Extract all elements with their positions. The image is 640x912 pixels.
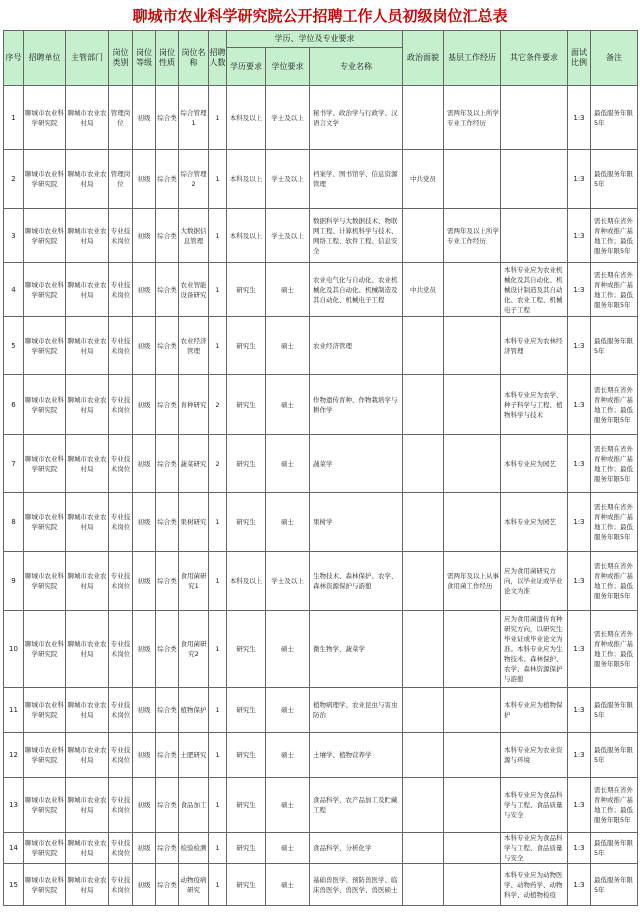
cell-remarks: 需长期在省外育种或推广基地工作；最低服务年限5年 [591, 375, 638, 435]
cell-count: 1 [209, 778, 227, 833]
cell-politics [403, 778, 444, 833]
cell-politics [403, 209, 444, 263]
cell-dept: 聊城市农业农村局 [66, 86, 109, 150]
cell-unit: 聊城市农业科学研究院 [24, 864, 66, 906]
cell-remarks: 需长期在省外育种或推广基地工作；最低服务年限5年 [591, 209, 638, 263]
cell-unit: 聊城市农业科学研究院 [24, 209, 66, 263]
cell-unit: 聊城市农业科学研究院 [24, 317, 66, 375]
cell-nature: 综合类 [156, 86, 179, 150]
cell-degree: 学士及以上 [266, 86, 310, 150]
cell-politics [403, 833, 444, 864]
cell-other: 本科专业应为食品科学与工程、食品质量与安全 [501, 778, 568, 833]
cell-politics [403, 375, 444, 435]
cell-ratio: 1:3 [568, 833, 591, 864]
cell-politics [403, 317, 444, 375]
cell-grassroots: 需两年及以上所学专业工作经历 [444, 86, 501, 150]
cell-nature: 综合类 [156, 209, 179, 263]
cell-dept: 聊城市农业农村局 [66, 150, 109, 209]
page-title: 聊城市农业科学研究院公开招聘工作人员初级岗位汇总表 [132, 8, 508, 25]
cell-other: 本科专业应为园艺 [501, 493, 568, 552]
cell-unit: 聊城市农业科学研究院 [24, 733, 66, 778]
cell-level: 初级 [133, 778, 156, 833]
table-row [4, 833, 638, 864]
header-politics: 政治面貌 [403, 31, 444, 86]
cell-dept: 聊城市农业农村局 [66, 317, 109, 375]
cell-category: 专业技术岗位 [109, 688, 133, 733]
cell-other: 本科专业应为园艺 [501, 435, 568, 493]
cell-seq: 1 [4, 86, 24, 150]
cell-unit: 聊城市农业科学研究院 [24, 263, 66, 317]
table-row [4, 778, 638, 833]
cell-count: 2 [209, 435, 227, 493]
cell-nature: 综合类 [156, 552, 179, 611]
cell-category: 专业技术岗位 [109, 435, 133, 493]
cell-other [501, 150, 568, 209]
cell-major: 食品科学、分析化学 [310, 833, 403, 864]
cell-post-name: 蔬菜研究 [179, 435, 209, 493]
table-row [4, 688, 638, 733]
cell-grassroots [444, 317, 501, 375]
cell-category: 专业技术岗位 [109, 493, 133, 552]
cell-politics [403, 86, 444, 150]
cell-other [501, 86, 568, 150]
cell-nature: 综合类 [156, 435, 179, 493]
cell-remarks: 最低服务年限5年 [591, 688, 638, 733]
cell-dept: 聊城市农业农村局 [66, 833, 109, 864]
cell-dept: 聊城市农业农村局 [66, 688, 109, 733]
cell-category: 专业技术岗位 [109, 317, 133, 375]
cell-category: 管理岗位 [109, 150, 133, 209]
cell-unit: 聊城市农业科学研究院 [24, 150, 66, 209]
cell-seq: 9 [4, 552, 24, 611]
cell-post-name: 食用菌研究2 [179, 611, 209, 688]
cell-unit: 聊城市农业科学研究院 [24, 688, 66, 733]
cell-dept: 聊城市农业农村局 [66, 493, 109, 552]
header-grassroots: 基层工作经历 [444, 31, 501, 86]
cell-unit: 聊城市农业科学研究院 [24, 435, 66, 493]
cell-other: 本科专业应为农林经济管理 [501, 317, 568, 375]
table-row [4, 733, 638, 778]
cell-level: 初级 [133, 263, 156, 317]
cell-category: 管理岗位 [109, 86, 133, 150]
cell-level: 初级 [133, 150, 156, 209]
cell-grassroots [444, 435, 501, 493]
cell-major: 果树学 [310, 493, 403, 552]
cell-level: 初级 [133, 833, 156, 864]
cell-nature: 综合类 [156, 317, 179, 375]
cell-remarks: 最低服务年限5年 [591, 864, 638, 906]
cell-remarks: 最低服务年限5年 [591, 833, 638, 864]
cell-post-name: 食用菌研究1 [179, 552, 209, 611]
cell-category: 专业技术岗位 [109, 864, 133, 906]
cell-education: 研究生 [227, 375, 266, 435]
cell-count: 1 [209, 611, 227, 688]
cell-other: 本科专业应为食品科学与工程、食品质量与安全 [501, 833, 568, 864]
cell-other: 本科专业应为农业资源与环境 [501, 733, 568, 778]
cell-grassroots [444, 611, 501, 688]
cell-count: 1 [209, 833, 227, 864]
cell-major: 生物技术、森林保护、农学、森林资源保护与游憩 [310, 552, 403, 611]
cell-other: 本科专业应为植物保护 [501, 688, 568, 733]
cell-education: 研究生 [227, 263, 266, 317]
cell-education: 研究生 [227, 688, 266, 733]
cell-degree: 硕士 [266, 778, 310, 833]
cell-seq: 7 [4, 435, 24, 493]
cell-ratio: 1:3 [568, 778, 591, 833]
cell-education: 本科及以上 [227, 552, 266, 611]
header-category: 岗位类别 [109, 31, 133, 86]
table-row [4, 493, 638, 552]
cell-level: 初级 [133, 864, 156, 906]
cell-unit: 聊城市农业科学研究院 [24, 552, 66, 611]
cell-nature: 综合类 [156, 493, 179, 552]
cell-count: 1 [209, 150, 227, 209]
cell-unit: 聊城市农业科学研究院 [24, 375, 66, 435]
cell-dept: 聊城市农业农村局 [66, 435, 109, 493]
header-education: 学历要求 [227, 48, 266, 86]
cell-post-name: 植物保护 [179, 688, 209, 733]
cell-ratio: 1:3 [568, 611, 591, 688]
table-row [4, 263, 638, 317]
cell-grassroots [444, 864, 501, 906]
cell-category: 专业技术岗位 [109, 778, 133, 833]
cell-count: 1 [209, 263, 227, 317]
table-row [4, 435, 638, 493]
cell-level: 初级 [133, 375, 156, 435]
cell-education: 本科及以上 [227, 150, 266, 209]
cell-major: 基础兽医学、预防兽医学、临床兽医学、兽医学、兽医硕士 [310, 864, 403, 906]
cell-seq: 15 [4, 864, 24, 906]
cell-degree: 硕士 [266, 317, 310, 375]
cell-count: 1 [209, 864, 227, 906]
cell-remarks: 最低服务年限5年 [591, 86, 638, 150]
cell-nature: 综合类 [156, 375, 179, 435]
cell-seq: 4 [4, 263, 24, 317]
cell-seq: 8 [4, 493, 24, 552]
cell-remarks: 需长期在省外育种或推广基地工作；最低服务年限5年 [591, 493, 638, 552]
cell-major: 微生物学、蔬菜学 [310, 611, 403, 688]
table-row [4, 86, 638, 150]
table-row [4, 150, 638, 209]
cell-politics: 中共党员 [403, 150, 444, 209]
cell-major: 档案学、图书馆学、信息资源管理 [310, 150, 403, 209]
cell-education: 本科及以上 [227, 86, 266, 150]
cell-remarks: 需长期在省外育种或推广基地工作；最低服务年限5年 [591, 435, 638, 493]
cell-grassroots [444, 688, 501, 733]
table-row [4, 209, 638, 263]
cell-level: 初级 [133, 493, 156, 552]
header-nature: 岗位性质 [156, 31, 179, 86]
cell-count: 2 [209, 375, 227, 435]
positions-table [3, 30, 638, 906]
cell-category: 专业技术岗位 [109, 611, 133, 688]
header-remarks: 备注 [591, 31, 638, 86]
header-post-name: 岗位名称 [179, 31, 209, 86]
cell-ratio: 1:3 [568, 733, 591, 778]
cell-education: 研究生 [227, 833, 266, 864]
cell-category: 专业技术岗位 [109, 552, 133, 611]
cell-category: 专业技术岗位 [109, 263, 133, 317]
cell-count: 1 [209, 688, 227, 733]
table-row [4, 375, 638, 435]
cell-other: 应为食用菌研究方向，以毕业证或毕业论文为准 [501, 552, 568, 611]
cell-level: 初级 [133, 317, 156, 375]
cell-education: 研究生 [227, 778, 266, 833]
cell-level: 初级 [133, 688, 156, 733]
cell-other: 本科专业应为农业机械化及其自动化、机械设计制造及其自动化、农业工程、机械电子工程 [501, 263, 568, 317]
cell-major: 蔬菜学 [310, 435, 403, 493]
cell-grassroots [444, 778, 501, 833]
cell-count: 1 [209, 733, 227, 778]
cell-degree: 学士及以上 [266, 150, 310, 209]
cell-degree: 硕士 [266, 733, 310, 778]
cell-dept: 聊城市农业农村局 [66, 733, 109, 778]
cell-seq: 12 [4, 733, 24, 778]
cell-grassroots [444, 833, 501, 864]
cell-ratio: 1:3 [568, 688, 591, 733]
cell-degree: 硕士 [266, 611, 310, 688]
cell-education: 研究生 [227, 493, 266, 552]
cell-post-name: 食品加工 [179, 778, 209, 833]
cell-degree: 学士及以上 [266, 209, 310, 263]
header-unit: 招聘单位 [24, 31, 66, 86]
cell-unit: 聊城市农业科学研究院 [24, 86, 66, 150]
cell-seq: 6 [4, 375, 24, 435]
cell-education: 研究生 [227, 435, 266, 493]
cell-post-name: 农业智能设备研究 [179, 263, 209, 317]
cell-politics: 中共党员 [403, 263, 444, 317]
cell-ratio: 1:3 [568, 493, 591, 552]
cell-grassroots: 需两年及以上所学专业工作经历 [444, 209, 501, 263]
cell-ratio: 1:3 [568, 86, 591, 150]
cell-degree: 硕士 [266, 375, 310, 435]
cell-grassroots [444, 733, 501, 778]
cell-degree: 硕士 [266, 263, 310, 317]
cell-politics [403, 493, 444, 552]
cell-seq: 2 [4, 150, 24, 209]
cell-politics [403, 552, 444, 611]
cell-post-name: 检验检测 [179, 833, 209, 864]
cell-category: 专业技术岗位 [109, 209, 133, 263]
cell-seq: 10 [4, 611, 24, 688]
cell-ratio: 1:3 [568, 317, 591, 375]
header-seq: 序号 [4, 31, 24, 86]
cell-ratio: 1:3 [568, 864, 591, 906]
cell-level: 初级 [133, 611, 156, 688]
cell-seq: 5 [4, 317, 24, 375]
cell-other: 本科专业应为动物医学、动物药学、动物科学、动植物检疫 [501, 864, 568, 906]
cell-politics [403, 733, 444, 778]
cell-dept: 聊城市农业农村局 [66, 263, 109, 317]
cell-dept: 聊城市农业农村局 [66, 611, 109, 688]
cell-nature: 综合类 [156, 864, 179, 906]
cell-ratio: 1:3 [568, 435, 591, 493]
header-ratio: 面试比例 [568, 31, 591, 86]
cell-grassroots [444, 375, 501, 435]
cell-count: 1 [209, 209, 227, 263]
cell-education: 研究生 [227, 864, 266, 906]
table-row [4, 864, 638, 906]
cell-major: 食品科学、农产品加工及贮藏工程 [310, 778, 403, 833]
cell-count: 1 [209, 493, 227, 552]
header-level: 岗位等级 [133, 31, 156, 86]
cell-education: 研究生 [227, 611, 266, 688]
cell-dept: 聊城市农业农村局 [66, 864, 109, 906]
cell-post-name: 土肥研究 [179, 733, 209, 778]
cell-remarks: 最低服务年限5年 [591, 317, 638, 375]
header-dept: 主管部门 [66, 31, 109, 86]
cell-major: 作物遗传育种、作物栽培学与耕作学 [310, 375, 403, 435]
header-degree: 学位要求 [266, 48, 310, 86]
cell-post-name: 育种研究 [179, 375, 209, 435]
cell-count: 1 [209, 317, 227, 375]
cell-seq: 3 [4, 209, 24, 263]
cell-count: 1 [209, 552, 227, 611]
cell-ratio: 1:3 [568, 263, 591, 317]
cell-degree: 学士及以上 [266, 552, 310, 611]
cell-degree: 硕士 [266, 864, 310, 906]
table-row [4, 317, 638, 375]
cell-nature: 综合类 [156, 263, 179, 317]
cell-dept: 聊城市农业农村局 [66, 552, 109, 611]
cell-dept: 聊城市农业农村局 [66, 778, 109, 833]
cell-major: 农业经济管理 [310, 317, 403, 375]
cell-grassroots [444, 263, 501, 317]
cell-degree: 硕士 [266, 435, 310, 493]
cell-major: 植物病理学、农业昆虫与害虫防治 [310, 688, 403, 733]
cell-nature: 综合类 [156, 833, 179, 864]
cell-unit: 聊城市农业科学研究院 [24, 493, 66, 552]
cell-level: 初级 [133, 435, 156, 493]
cell-ratio: 1:3 [568, 375, 591, 435]
header-count: 招聘人数 [209, 31, 227, 86]
cell-politics [403, 864, 444, 906]
cell-category: 专业技术岗位 [109, 375, 133, 435]
cell-nature: 综合类 [156, 611, 179, 688]
cell-education: 研究生 [227, 317, 266, 375]
table-row [4, 611, 638, 688]
header-major: 专业名称 [310, 48, 403, 86]
cell-major: 数据科学与大数据技术、物联网工程、计算机科学与技术、网络工程、软件工程、信息安全 [310, 209, 403, 263]
cell-unit: 聊城市农业科学研究院 [24, 778, 66, 833]
cell-major: 秘书学、政治学与行政学、汉语言文学 [310, 86, 403, 150]
cell-remarks: 需长期在省外育种或推广基地工作；最低服务年限5年 [591, 778, 638, 833]
header-edu-group: 学历、学位及专业要求 [227, 31, 403, 48]
cell-category: 专业技术岗位 [109, 733, 133, 778]
cell-grassroots [444, 150, 501, 209]
cell-nature: 综合类 [156, 150, 179, 209]
cell-politics [403, 688, 444, 733]
cell-remarks: 需长期在省外育种或推广基地工作；最低服务年限5年 [591, 263, 638, 317]
cell-unit: 聊城市农业科学研究院 [24, 833, 66, 864]
cell-education: 本科及以上 [227, 209, 266, 263]
cell-major: 土壤学、植物营养学 [310, 733, 403, 778]
cell-dept: 聊城市农业农村局 [66, 209, 109, 263]
cell-nature: 综合类 [156, 733, 179, 778]
cell-dept: 聊城市农业农村局 [66, 375, 109, 435]
cell-seq: 13 [4, 778, 24, 833]
cell-education: 研究生 [227, 733, 266, 778]
cell-other: 应为食用菌遗传育种研究方向，以研究生毕业证或毕业论文为准。本科专业应为生物技术、森林保护、农学、森林资源保护与游憩 [501, 611, 568, 688]
cell-remarks: 需长期在省外育种或推广基地工作；最低服务年限5年 [591, 552, 638, 611]
cell-unit: 聊城市农业科学研究院 [24, 611, 66, 688]
cell-category: 专业技术岗位 [109, 833, 133, 864]
cell-post-name: 动物疫病研究 [179, 864, 209, 906]
cell-degree: 硕士 [266, 493, 310, 552]
cell-remarks: 最低服务年限5年 [591, 733, 638, 778]
cell-degree: 硕士 [266, 688, 310, 733]
cell-nature: 综合类 [156, 688, 179, 733]
cell-other: 本科专业应为农学、种子科学与工程、植物科学与技术 [501, 375, 568, 435]
cell-grassroots [444, 493, 501, 552]
cell-level: 初级 [133, 552, 156, 611]
cell-level: 初级 [133, 209, 156, 263]
cell-degree: 硕士 [266, 833, 310, 864]
cell-politics [403, 435, 444, 493]
header-other: 其它条件要求 [501, 31, 568, 86]
cell-post-name: 农业经济管理 [179, 317, 209, 375]
cell-remarks: 最低服务年限5年 [591, 150, 638, 209]
cell-politics [403, 611, 444, 688]
cell-post-name: 综合管理2 [179, 150, 209, 209]
cell-ratio: 1:3 [568, 150, 591, 209]
cell-count: 1 [209, 86, 227, 150]
cell-other [501, 209, 568, 263]
cell-level: 初级 [133, 733, 156, 778]
cell-seq: 11 [4, 688, 24, 733]
cell-major: 农业电气化与自动化、农业机械化及其自动化、机械制造及其自动化、机械电子工程 [310, 263, 403, 317]
cell-level: 初级 [133, 86, 156, 150]
cell-grassroots: 需两年及以上从事食用菌工作经历 [444, 552, 501, 611]
cell-nature: 综合类 [156, 778, 179, 833]
cell-post-name: 大数据信息管理 [179, 209, 209, 263]
cell-ratio: 1:3 [568, 209, 591, 263]
cell-ratio: 1:3 [568, 552, 591, 611]
table-row [4, 552, 638, 611]
cell-post-name: 综合管理1 [179, 86, 209, 150]
cell-remarks: 需长期在省外育种或推广基地工作；最低服务年限5年 [591, 611, 638, 688]
cell-seq: 14 [4, 833, 24, 864]
cell-post-name: 果树研究 [179, 493, 209, 552]
